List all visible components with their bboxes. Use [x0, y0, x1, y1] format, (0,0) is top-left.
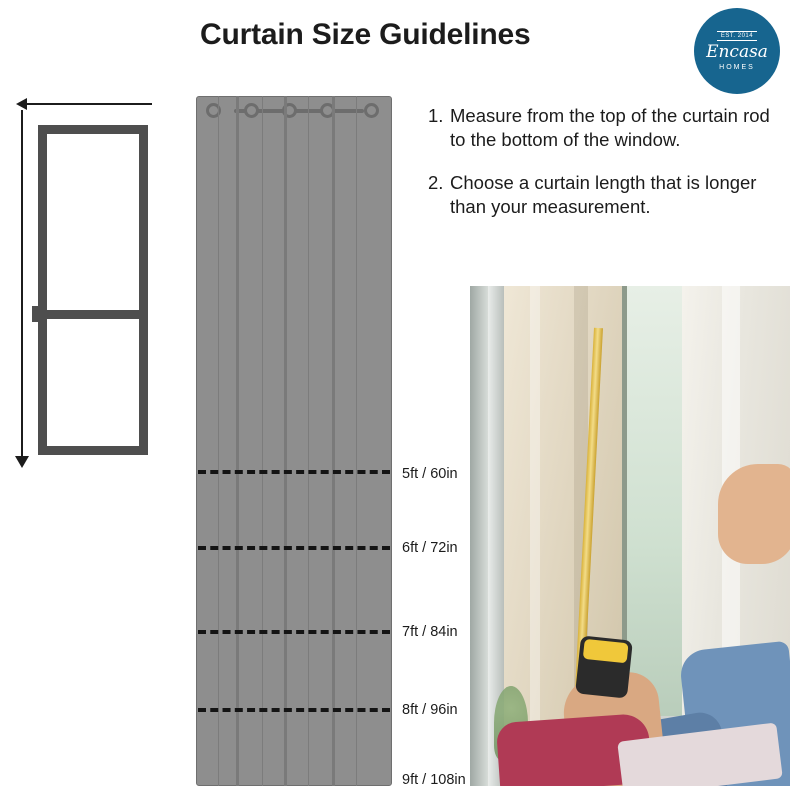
window-measurement-diagram — [10, 90, 180, 480]
length-label-9ft: 9ft / 108in — [402, 772, 466, 788]
curtain-pleat — [218, 96, 219, 786]
length-cut-line — [198, 470, 390, 474]
height-measure-arrow-line — [21, 110, 23, 462]
instruction-item-1 — [428, 104, 780, 153]
curtain-pleat — [236, 96, 239, 786]
logo-brand-text: Encasa — [706, 42, 768, 62]
instruction-number-2: 2. — [428, 171, 444, 193]
instructions-list — [428, 104, 780, 238]
page-title: Curtain Size Guidelines — [200, 18, 531, 51]
photo-wall — [470, 286, 488, 786]
curtain-pleat — [262, 96, 263, 786]
curtain-pleat — [308, 96, 309, 786]
length-cut-line — [198, 708, 390, 712]
photo-tape-measure-case — [575, 635, 633, 698]
height-measure-arrow-head-icon — [15, 456, 29, 468]
length-label-8ft: 8ft / 96in — [402, 702, 458, 718]
curtain-illustration — [196, 96, 392, 786]
window-frame — [38, 125, 148, 455]
instruction-number-1: 1. — [428, 105, 444, 126]
logo-est-text: EST. 2014 — [717, 31, 757, 41]
length-label-7ft: 7ft / 84in — [402, 624, 458, 640]
length-cut-line — [198, 546, 390, 550]
brand-logo — [694, 8, 780, 94]
instruction-text-1: Measure from the top of the curtain rod to the bottom of the window. — [450, 105, 770, 151]
window-mullion — [38, 310, 148, 319]
instruction-item-2 — [428, 171, 780, 220]
instruction-text-2: Choose a curtain length that is longer than your measurement. — [450, 171, 757, 218]
logo-sub-text: HOMES — [719, 64, 755, 71]
width-measure-arrow-line — [22, 103, 152, 105]
width-measure-arrow-head-icon — [16, 98, 27, 110]
window-latch-icon — [32, 306, 42, 322]
length-label-6ft: 6ft / 72in — [402, 540, 458, 556]
photo-curtain-fold — [530, 286, 540, 786]
curtain-pleat — [332, 96, 335, 786]
curtain-pleat — [356, 96, 357, 786]
photo-person-face — [718, 464, 790, 564]
length-cut-line — [198, 630, 390, 634]
curtain-panel — [196, 96, 392, 786]
grommet-icon — [364, 103, 379, 118]
logo-badge — [694, 8, 780, 94]
curtain-pleat — [284, 96, 287, 786]
grommet-icon — [244, 103, 259, 118]
length-label-5ft: 5ft / 60in — [402, 466, 458, 482]
measuring-tape-photo — [470, 286, 790, 786]
